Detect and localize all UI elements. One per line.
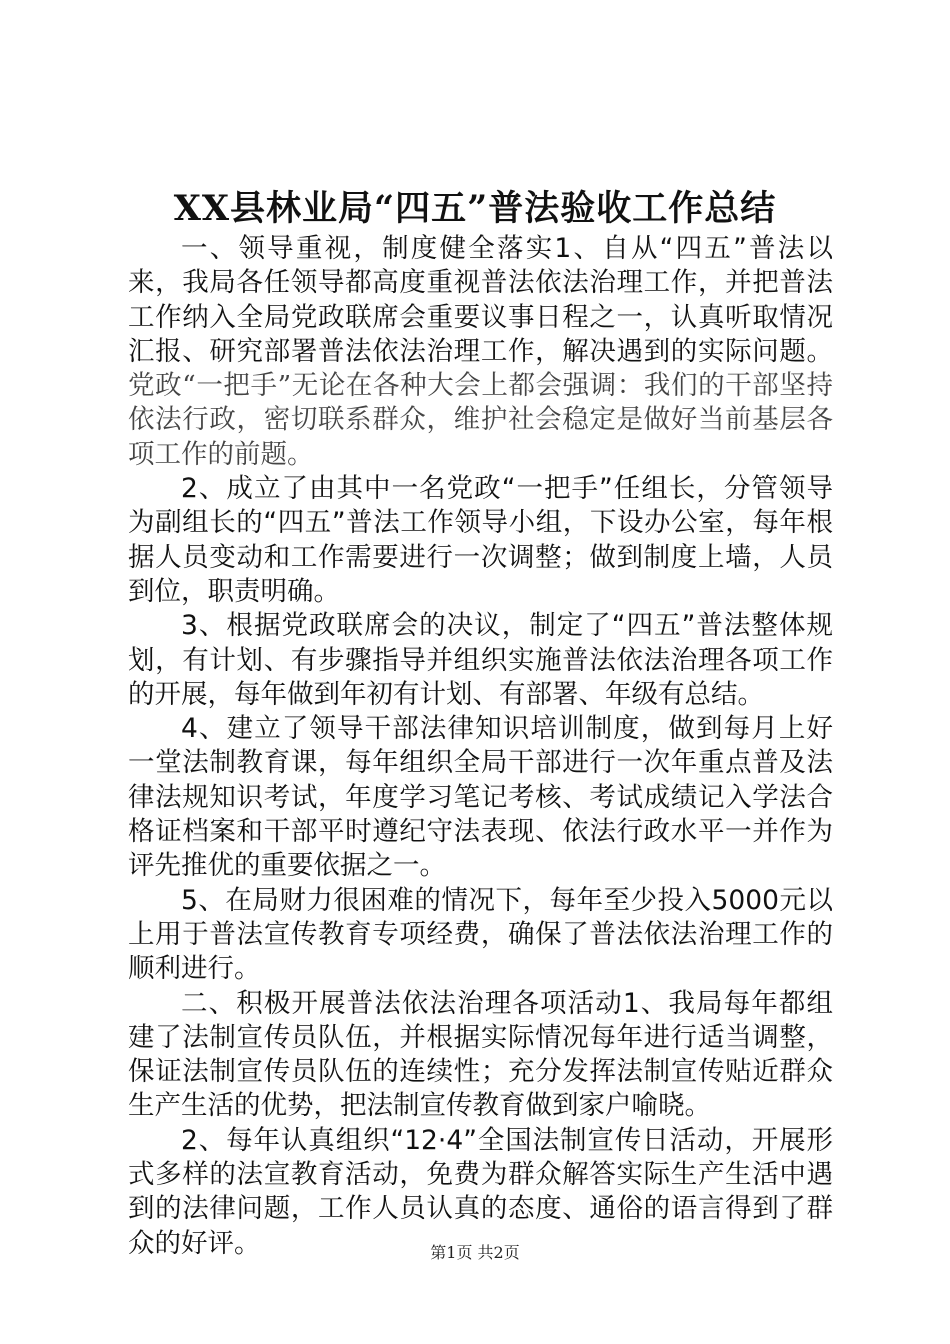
document-title: XX县林业局“四五”普法验收工作总结	[173, 188, 777, 229]
paragraph: 2、成立了由其中一名党政“一把手”任组长，分管领导为副组长的“四五”普法工作领导小组，下设办公室，每年根据人员变动和工作需要进行一次调整；做到制度上墙，人员到位，职责明确。	[128, 473, 833, 607]
paragraph: 二、积极开展普法依法治理各项活动1、我局每年都组建了法制宣传员队伍，并根据实际情况每年进行适当调整，保证法制宣传员队伍的连续性；充分发挥法制宣传贴近群众生产生活的优势，把法制宣传教育做到家户喻晓。	[128, 987, 833, 1122]
paragraph-text-serif: 党政“一把手”无论在各种大会上都会强调：我们的干部坚持依法行政，密切联系群众，维护社会稳定是做好当前基层各项工作的前题。	[128, 370, 833, 470]
paragraph: 3、根据党政联席会的决议，制定了“四五”普法整体规划，有计划、有步骤指导并组织实施普法依法治理各项工作的开展，每年做到年初有计划、有部署、年级有总结。	[128, 610, 833, 710]
paragraph	[128, 232, 833, 472]
paragraph: 4、建立了领导干部法律知识培训制度，做到每月上好一堂法制教育课，每年组织全局干部进行一次年重点普及法律法规知识考试，年度学习笔记考核、考试成绩记入学法合格证档案和干部平时遵纪守法表现、依法行政水平一并作为评先推优的重要依据之一。	[128, 713, 833, 882]
document-body	[128, 232, 833, 1261]
paragraph-text: 一、领导重视，制度健全落实1、自从“四五”普法以来，我局各任领导都高度重视普法依法治理工作，并把普法工作纳入全局党政联席会重要议事日程之一，认真听取情况汇报、研究部署普法依法治理工作，解决遇到的实际问题。	[128, 233, 833, 367]
paragraph: 5、在局财力很困难的情况下，每年至少投入5000元以上用于普法宣传教育专项经费，确保了普法依法治理工作的顺利进行。	[128, 884, 833, 985]
page-number-footer: 第1页 共2页	[430, 1243, 520, 1262]
paragraph: 2、每年认真组织“12·4”全国法制宣传日活动，开展形式多样的法宣教育活动，免费为群众解答实际生产生活中遇到的法律问题，工作人员认真的态度、通俗的语言得到了群众的好评。	[128, 1124, 833, 1259]
